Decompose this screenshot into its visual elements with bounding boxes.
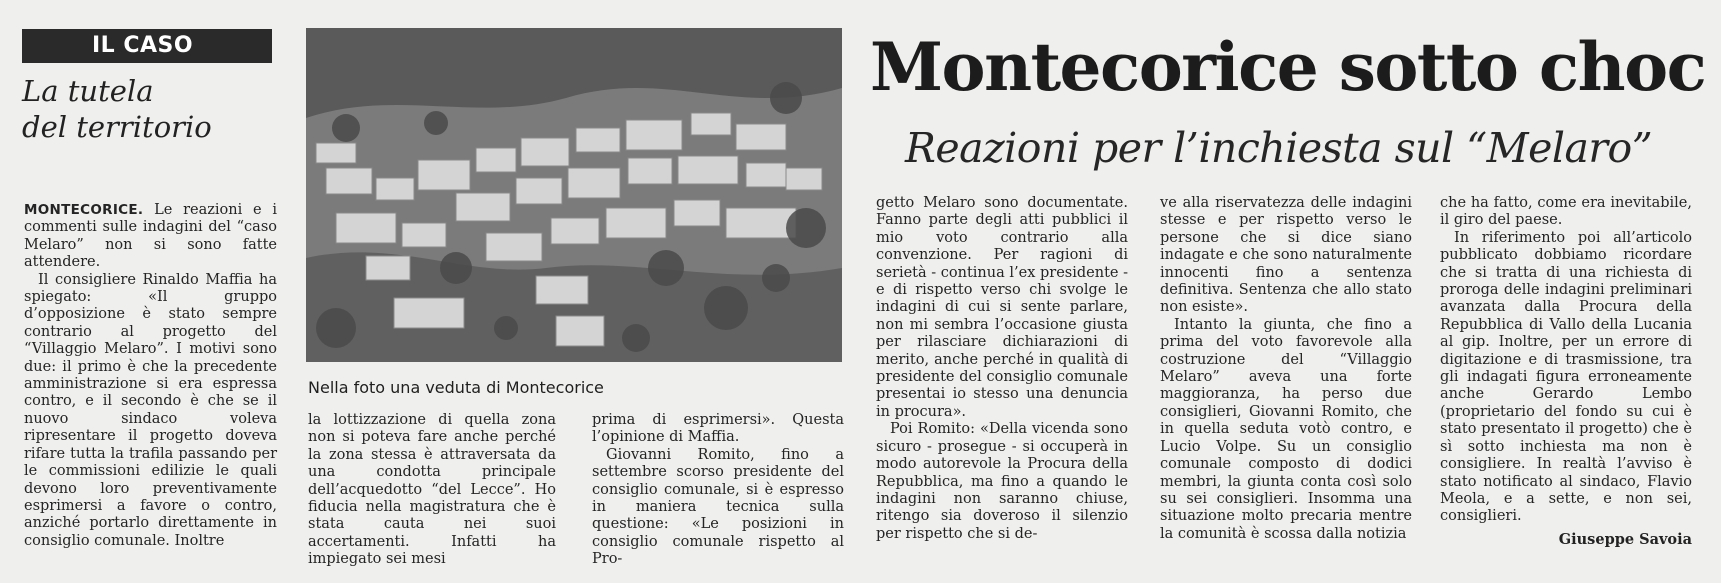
article-paragraph: prima di esprimersi». Questa l’opinione di Maffia. <box>592 412 844 446</box>
article-byline: Giuseppe Savoia <box>1558 531 1692 548</box>
section-kicker: IL CASO <box>22 29 272 63</box>
section-subtitle-line: La tutela <box>22 74 154 108</box>
article-column <box>876 195 1128 543</box>
section-subtitle <box>22 73 282 145</box>
article-paragraph: che ha fatto, come era inevitabile, il giro del paese. <box>1440 195 1692 229</box>
photo-caption: Nella foto una veduta di Montecorice <box>308 378 604 397</box>
town-photo <box>306 28 842 362</box>
article-paragraph: getto Melaro sono documentate. Fanno parte degli atti pubblici il mio voto contrario alla convenzione. Per ragioni di serietà - continua l’ex presidente - e di rispetto verso chi svolge le indagini di cui si sente parlare, non mi sembra l’occasione giusta per rilasciare dichiarazioni di merito, anche perché in qualità di presidente del consiglio comunale presentai io stesso una denuncia in procura». <box>876 195 1128 420</box>
town-photo-image <box>306 28 842 362</box>
dateline: MONTECORICE. <box>24 202 144 218</box>
article-paragraph: Giovanni Romito, fino a settembre scorso presidente del consiglio comunale, si è espresso in maniera tecnica sulla questione: «Le posizioni in consiglio comunale rispetto al Pro- <box>592 446 844 568</box>
article-paragraph: la lottizzazione di quella zona non si poteva fare anche perché la zona stessa è attraversata da una condotta principale dell’acquedotto “del Lecce”. Ho fiducia nella magistratura che è stata cauta nei suoi accertamenti. Infatti ha impiegato sei mesi <box>308 412 556 568</box>
article-paragraph: In riferimento poi all’articolo pubblicato dobbiamo ricordare che si tratta di una richiesta di proroga delle indagini preliminari avanzata dalla Procura della Repubblica di Vallo della Lucania al gip. Inoltre, per un errore di digitazione e di trasmissione, tra gli indagati figura erroneamente anche Gerardo Lembo (proprietario del fondo su cui è stato presentato il progetto) che è sì sotto inchiesta ma non è consigliere. In realtà l’avviso è stato notificato al sindaco, Flavio Meola, e a sette, e non sei, consiglieri. <box>1440 229 1692 525</box>
section-subtitle-line: del territorio <box>22 110 212 144</box>
article-paragraph: Il consigliere Rinaldo Maffia ha spiegato: «Il gruppo d’opposizione è stato sempre contrario al progetto del “Villaggio Melaro”. I motivi sono due: il primo è che la precedente amministrazione si era espressa contro, e il secondo è che se il nuovo sindaco voleva ripresentare il progetto doveva rifare tutta la trafila passando per le commissioni edilizie le quali devono loro preventivamente esprimersi a favore o contro, anziché portarlo direttamente in consiglio comunale. Inoltre <box>24 271 277 549</box>
article-column <box>1160 195 1412 543</box>
article-column <box>592 412 844 569</box>
article-paragraph: Poi Romito: «Della vicenda sono sicuro - prosegue - si occuperà in modo autorevole la Procura della Repubblica, ma fino a quando le indagini non saranno chiuse, ritengo sia doveroso il silenzio per rispetto che si de- <box>876 421 1128 542</box>
paragraph-text: Le reazioni e i commenti sulle indagini del “caso Melaro” non si sono fatte attendere. <box>24 202 277 271</box>
article-subheadline: Reazioni per l’inchiesta sul “Melaro” <box>905 124 1653 172</box>
article-column <box>308 412 556 569</box>
article-column <box>1440 195 1692 526</box>
article-paragraph <box>24 202 277 272</box>
article-paragraph: Intanto la giunta, che fino a prima del voto favorevole alla costruzione del “Villaggio Melaro” aveva una forte maggioranza, ha perso due consiglieri, Giovanni Romito, che in quella seduta votò contro, e Lucio Volpe. Su un consiglio comunale composto di dodici membri, la giunta conta così solo su sei consiglieri. Insomma una situazione molto precaria mentre la comunità è scossa dalla notizia <box>1160 316 1412 542</box>
article-paragraph: ve alla riservatezza delle indagini stesse e per rispetto verso le persone che si dice siano indagate e che sono naturalmente innocenti fino a sentenza definitiva. Sentenza che allo stato non esiste». <box>1160 195 1412 316</box>
article-headline: Montecorice sotto choc <box>870 28 1706 106</box>
article-column <box>24 202 277 550</box>
